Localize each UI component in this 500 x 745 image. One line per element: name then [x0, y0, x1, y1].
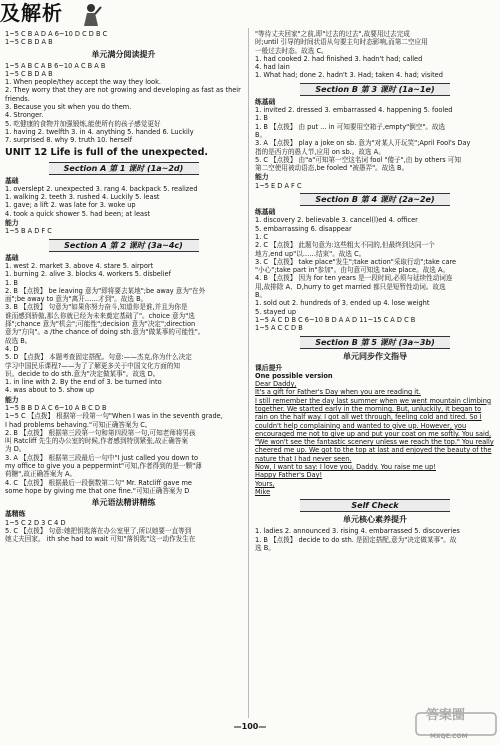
text-line: 1. overslept 2. unexpected 3. rang 4. backpack 5. realized — [5, 184, 198, 193]
text-line: 1. What had; done 2. hadn't 3. Had; taken 4. had; visited — [255, 71, 443, 80]
page-number: —100— — [233, 722, 267, 731]
right-column — [255, 30, 495, 552]
text-line: 1. discovery 2. believable 3. cancel(l)ed 4. officer — [255, 216, 418, 225]
text-line: 1. B 【点拨】 decide to do sth. 是固定搭配,意为"决定做某事"。故 — [255, 535, 457, 544]
text-line: 4. was about to 5. show up — [5, 386, 95, 395]
section-a-lesson-2: Section A 第 2 课时 (3a~4c) — [49, 239, 199, 252]
left-column — [5, 30, 242, 543]
text-line: 1~5 C 【点拨】 根据第一段第一句"When I was in the seventh grade, — [5, 412, 223, 421]
text-line: 4. B 【点拨】 因为 for ten years 是一段时间,必须与延续性动词连 — [255, 274, 453, 283]
text-line: 5. C 【点拨】 由"a"可知第一空这名词 fool "傻子",由 by others 可知 — [255, 155, 461, 164]
text-line: I had problems behaving."可知正确答案为 C。 — [5, 420, 152, 429]
text-line: 1. When people/they accept the way they look. — [5, 78, 162, 87]
text-line: some hope by giving me that one fine."可知正确答案为 D — [5, 486, 190, 495]
text-line: 择";chance 意为"机会";可能性";decision 意为"决定";direction — [5, 320, 196, 329]
text-line: 用,故排除 A、D,hurry to get married 都只是短暂性动词。故选 — [255, 282, 446, 291]
text-line: B。 — [255, 130, 267, 139]
text-line: 2. C 【点拨】 此题句意为:这些粗太不同的,但最终到达同一个 — [255, 241, 435, 250]
text-line: 4. Stronger. — [5, 111, 44, 120]
text-line: 1~5 C B D A B — [5, 38, 53, 47]
text-line: 面";be away to 意为"离开……才到"。故选 B。 — [5, 295, 148, 304]
text-line: my office to give you a peppermint"可知,作者得到的是一颗"薄 — [5, 462, 202, 471]
text-line: 4. D — [5, 344, 19, 353]
text-line: "等待丈夫回家"之前,即"过去的过去",故要用过去完成 — [255, 30, 410, 38]
text-line: 1. having 2. twelfth 3. in 4. anything 5. handed 6. Luckily — [5, 127, 194, 136]
heading-reading: 单元满分阅读提升 — [91, 49, 156, 59]
text-line: 3. C 【点拨】 take place"发生";take action"采取行动";take care — [255, 257, 457, 266]
text-line: 时;until 引导的时间状语从句要主句时态影响,而第二空应用 — [255, 38, 428, 47]
text-line: 3. A 【点拨】 根据第三段最后一句中"I just called you down to — [5, 453, 198, 462]
text-line: 2. B 【点拨】 根据第三段第一句和第四段第一句,可知老师将男孩 — [5, 428, 196, 437]
text-line: 5. C 【点拨】 句意:她把钥匙落在办公室里了,所以她要一直等到 — [5, 526, 192, 535]
page-header — [0, 0, 500, 28]
text-line: 1. ladies 2. announced 3. rising 4. embarrassed 5. discoveries — [255, 527, 460, 536]
composition-line: It's a gift for Father's Day when you are reading it. — [255, 388, 421, 397]
column-divider — [248, 28, 249, 718]
label-ability-2: 能力 — [5, 395, 19, 404]
text-line: 1. B — [5, 278, 18, 287]
text-line: 一般过去时态。故选 C。 — [255, 46, 328, 55]
label-after-class: 课后提升 — [255, 363, 283, 372]
text-line: 荷糖",故正确答案为 A。 — [5, 470, 77, 479]
text-line: 2. B 【点拨】 be leaving 意为"即将要去某地";be away 意为"在外 — [5, 286, 206, 295]
label-basics-3: 基精练 — [5, 510, 26, 519]
text-line: 1~5 C B A D A 6~10 D C D B C — [5, 30, 108, 38]
answer-line: 1~5 B A D F C — [5, 227, 52, 236]
text-line: 1~5 A C D B C 6~10 B D A A D 11~15 C A D C B — [255, 315, 416, 324]
text-line: 识。decide to do sth.意为"决定做某事"。故选 D。 — [5, 369, 160, 378]
label-basics-2: 基础 — [5, 253, 19, 262]
heading-core-skills: 单元核心素养提升 — [343, 515, 407, 525]
composition-closing: Yours, — [255, 479, 275, 488]
composition-line: Happy Father's Day! — [255, 471, 323, 480]
text-line: 1. B — [255, 114, 268, 123]
self-check-box: Self Check — [300, 499, 450, 512]
text-line: 1. west 2. market 3. above 4. stare 5. airport — [5, 261, 154, 270]
section-b-lesson-4: Section B 第 4 课时 (2a~2e) — [300, 193, 450, 206]
text-line: 1~5 A B C A B 6~10 A C B A B — [5, 61, 106, 70]
text-line: 3. Because you sit when you do them. — [5, 103, 132, 112]
answer-line: 1~5 B B D A C 6~10 A B C D B — [5, 403, 107, 412]
text-line: 叫 Ratcliff 先生的办公室的时候,作者感到特别紧张,故正确答案 — [5, 437, 188, 446]
header-logo: 及解析 — [0, 1, 63, 25]
text-line: 4. C 【点拨】 根据最后一段倒数第二句" Mr. Ratcliff gave me — [5, 478, 192, 487]
text-line: 3. A 【点拨】 play a joke on sb. 意为"对某人开玩笑";April Fool's Day — [255, 139, 471, 148]
answer-line: 1~5 C 2 D 3 C 4 D — [5, 518, 66, 527]
text-line: 1~5 A C C D B — [255, 324, 303, 333]
text-line: 1. sold out 2. hundreds of 3. ended up 4. lose weight — [255, 299, 430, 308]
text-line: 选 B。 — [255, 543, 275, 552]
text-line: 1. gave; a lift 2. was late for 3. woke up — [5, 201, 136, 210]
composition-line: Now, I want to say: I love you, Daddy. You raise me up! — [255, 463, 436, 472]
text-line: 意为"方向"。a /the chance of doing sth.意为"做某事的可能性"。 — [5, 328, 205, 337]
text-line: 谁而感到骄傲,那么你就已经为未来奠定基础了"。choice 意为"选 — [5, 311, 195, 320]
text-line: 3. B 【点拨】 句意为"如果你努力奋斗,知道你是谁,并且为你是 — [5, 303, 188, 312]
watermark-text: 答案圈 — [426, 708, 466, 723]
text-line: 5. 吃健康的食物并加强锻炼,能使所有的孩子感觉更好 — [5, 119, 161, 128]
text-line: 学习中国民乐课程?——为了了解更多关于中国文化方面的知 — [5, 361, 180, 370]
composition-signature: Mike — [255, 487, 271, 496]
label-practice-1: 练基础 — [255, 97, 276, 106]
composition-body: I still remember the day last summer when we went mountain climbing together. We started early in the morning. But, unluckily, it began to rain on the half way. I got all wet through, feeling cold and tired. So I couldn't help complaining and wanted to give up. However, you encouraged me not to give up and put your coat on me softly. You said, "We won't see the fantastic scenery unless we reach the top." You really cheered me up. We got to the top at last and enjoyed the beauty of the nature that I had never seen. — [255, 396, 494, 463]
text-line: B。 — [255, 291, 267, 300]
text-line: 1. walking 2. teeth 3. rushed 4. Luckily 5. least — [5, 193, 160, 202]
figure-illustration-icon — [80, 2, 102, 26]
heading-composition: 单元同步作文指导 — [343, 351, 407, 361]
text-line: 故选 B。 — [5, 336, 32, 345]
watermark-url: MXQE.COM — [430, 733, 468, 740]
text-line: 2. They worry that they are not growing and developing as fast as their — [5, 86, 241, 95]
text-line: "小心";take part in"参加"。由句意可知选 take place。故选 A。 — [255, 266, 450, 275]
section-a-lesson-1: Section A 第 1 课时 (1a~2d) — [49, 162, 199, 175]
heading-grammar: 单元语法精讲精练 — [91, 498, 156, 508]
text-line: 4. took a quick shower 5. had been; at least — [5, 209, 151, 218]
text-line: 5. D 【点拨】 本题考查固定搭配。句意:——杰克,你为什么决定 — [5, 353, 192, 362]
text-line: 5. stayed up — [255, 307, 297, 316]
text-line: 7. surprised 8. why 9. truth 10. herself — [5, 136, 133, 145]
section-b-lesson-3: Section B 第 3 课时 (1a~1e) — [300, 83, 450, 96]
text-line: 指的是西方的愚人节,应用 on sb.。故选 A。 — [255, 147, 385, 156]
label-ability-1: 能力 — [5, 219, 19, 228]
label-ability-3: 能力 — [255, 173, 269, 182]
label-practice-2: 练基础 — [255, 208, 276, 217]
text-line: 5. embarrassing 6. disappear — [255, 224, 352, 233]
text-line: 地方,end up"以……结束"。故选 C。 — [255, 249, 366, 258]
text-line: 为 D。 — [5, 445, 26, 454]
answer-line: 1~5 E D A F C — [255, 181, 302, 190]
text-line: 1. invited 2. dressed 3. embarrassed 4. happening 5. fooled — [255, 106, 453, 115]
text-line: 第二空使用被动语态,be fooled "被愚弄"。故选 B。 — [255, 164, 409, 173]
text-line: friends. — [5, 94, 30, 103]
composition-title: One possible version — [255, 371, 333, 380]
section-b-lesson-5: Section B 第 5 课时 (3a~3b) — [300, 336, 450, 349]
answers-top — [5, 30, 242, 47]
label-basics-1: 基础 — [5, 176, 19, 185]
text-line: 1. C — [255, 232, 268, 241]
unit-title: UNIT 12 Life is full of the unexpected. — [5, 146, 209, 158]
text-line: 4. had lain — [255, 63, 290, 72]
text-line: 1. B 【点拨】 由 put ... in 可知要用空箱子,empty"倒空"。故选 — [255, 122, 446, 131]
text-line: 她丈夫回家。 ith she had to wait 可知"落钥匙"这一动作发生在 — [5, 535, 196, 544]
text-line: 1~5 C B D A B — [5, 69, 53, 78]
text-line: 1. burning 2. alive 3. blocks 4. workers 5. disbelief — [5, 270, 171, 279]
text-line: 1. in line with 2. By the end of 3. be turned into — [5, 378, 162, 387]
text-line: 1. had cooked 2. had finished 3. hadn't had; called — [255, 54, 423, 63]
composition-greeting: Dear Daddy, — [255, 380, 297, 389]
